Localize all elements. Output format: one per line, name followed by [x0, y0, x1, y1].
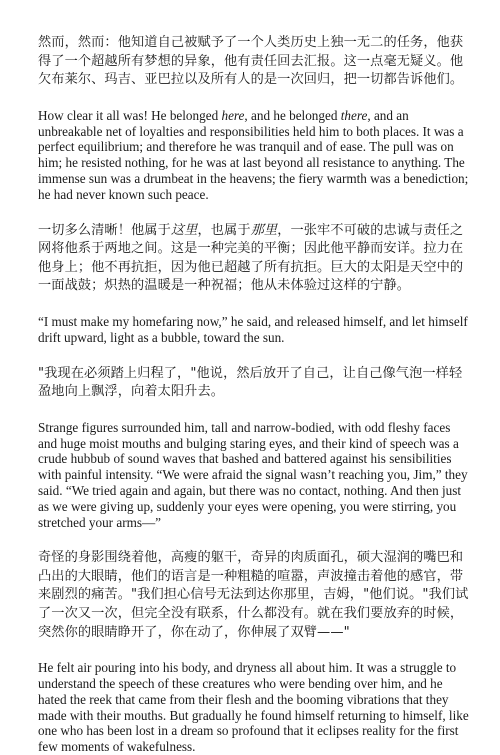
- paragraph-en-3: [38, 420, 470, 531]
- text-span: 一切多么清晰！他属于: [38, 222, 171, 238]
- text-span: 然而，然而：他知道自己被赋予了一个人类历史上独一无二的任务，他获得了一个超越所有梦想的异象，他有责任回去汇报。这一点毫无疑义。他欠布莱尔、玛吉、亚巴拉以及所有人的是一次回归，把一切都告诉他们。: [38, 35, 464, 88]
- paragraph-zh-4: [38, 549, 470, 642]
- text-span: , and an unbreakable net of loyalties and responsibilities held him to both places. It was a perfect equilibrium; and therefore he was tranquil and of ease. The pull was on him; he resisted nothing, for he was at last beyond all resistance to anything. The immense sun was a drumbeat in the heavens; the fiery warmth was a benediction; he had never known such peace.: [38, 107, 469, 202]
- paragraph-en-4: [38, 660, 470, 755]
- text-span: ，也属于: [197, 222, 251, 238]
- text-span: “I must make my homefaring now,” he said, and released himself, and let himself drift upward, light as a bubble, toward the sun.: [38, 313, 468, 345]
- paragraph-zh-3: [38, 365, 470, 402]
- document-page: [38, 34, 470, 755]
- paragraph-zh-2: [38, 222, 470, 296]
- paragraph-en-2: [38, 314, 470, 346]
- italic-text: there: [340, 107, 368, 123]
- italic-text: 那里: [250, 222, 278, 238]
- text-span: ，一张牢不可破的忠诚与责任之网将他系于两地之间。这是一种完美的平衡；因此他平静而安详。拉力在他身上；他不再抗拒，因为他已超越了所有抗拒。巨大的太阳是天空中的一面战鼓；炽热的温暖是一种祝福；他从未体验过这样的宁静。: [38, 222, 464, 294]
- text-span: "我现在必须踏上归程了，"他说，然后放开了自己，让自己像气泡一样轻盈地向上飘浮，向着太阳升去。: [38, 365, 463, 400]
- paragraph-en-1: [38, 108, 470, 203]
- text-span: He felt air pouring into his body, and dryness all about him. It was a struggle to understand the speech of these creatures who were bending over him, and he hated the reek that came from their flesh and the booming vibrations that they made with their mouths. But gradually he found himself returning to himself, like one who has been lost in a dream so profound that it eclipses reality for the first few moments of wakefulness.: [38, 660, 469, 755]
- italic-text: 这里: [170, 222, 198, 238]
- text-span: 奇怪的身影围绕着他，高瘦的躯干，奇异的肉质面孔，硕大湿润的嘴巴和凸出的大眼睛，他们的语言是一种粗糙的喧嚣，声波撞击着他的感官，带来剧烈的痛苦。"我们担心信号无法到达你那里，吉姆，"他们说。"我们试了一次又一次，但完全没有联系，什么都没有。就在我们要放弃的时候，突然你的眼睛睁开了，你在动了，你伸展了双臂——": [38, 550, 469, 640]
- italic-text: here: [221, 107, 245, 123]
- paragraph-zh-1: [38, 34, 470, 90]
- text-span: How clear it all was! He belonged: [38, 107, 222, 123]
- text-span: Strange figures surrounded him, tall and narrow-bodied, with odd fleshy faces and huge moist mouths and bulging staring eyes, and their kind of speech was a crude hubbub of sound waves that bashed and battered against his sensibilities with painful intensity. “We were afraid the signal wasn’t reaching you, Jim,” they said. “We tried again and again, but there was no contact, nothing. And then just as we were giving up, suddenly your eyes were opening, you were stirring, you stretched your arms—”: [38, 419, 468, 530]
- text-span: , and he belonged: [244, 107, 341, 123]
